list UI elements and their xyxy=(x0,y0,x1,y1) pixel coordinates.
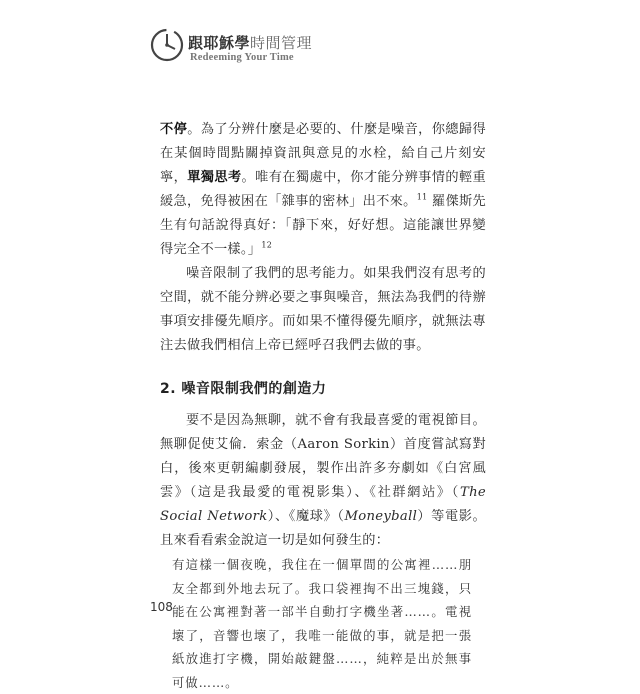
page-number: 108 xyxy=(150,600,173,614)
paragraph-1-text-a: 。為了分辨什麼是必要的、什麼是噪音，你總歸得在某個時間點關掉資訊與意見的水栓，給自己片刻安寧， xyxy=(160,122,486,185)
paragraph-3-text-b: ）、《魔球》（ xyxy=(267,509,345,524)
footnote-ref-12[interactable]: 12 xyxy=(261,240,273,250)
paragraph-2: 噪音限制了我們的思考能力。如果我們沒有思考的空間，就不能分辨必要之事與噪音，無法為我們的待辦事項安排優先順序。而如果不懂得優先順序，就無法專注去做我們相信上帝已經呼召我們去做的事。 xyxy=(160,266,486,353)
book-title-bold: 跟耶穌學 xyxy=(188,34,251,52)
paragraph-3-text-a: 要不是因為無聊，就不會有我最喜愛的電視節目。無聊促使艾倫．索金（Aaron Sorkin）首度嘗試寫對白，後來更朝編劇發展，製作出許多夯劇如《白宮風雲》（這是我最愛的電視影集）、《社群網站》（ xyxy=(160,413,486,500)
paragraph-1-text-b: 。唯有在獨處中，你才能分辨事情的輕重緩急，免得被困在「雜事的密林」出不來。 xyxy=(160,170,487,209)
clock-icon xyxy=(150,28,184,62)
paragraph-1-lead: 不停 xyxy=(160,122,188,137)
paragraph-1 xyxy=(160,118,486,262)
block-quote: 有這樣一個夜晚，我住在一個單間的公寓裡……朋友全都到外地去玩了。我口袋裡掏不出三塊錢，只能在公寓裡對著一部半自動打字機坐著……。電視壞了，音響也壞了，我唯一能做的事，就是把一張紙放進打字機，開始敲鍵盤……，純粹是出於無事可做……。 xyxy=(172,557,472,690)
title-moneyball: Moneyball xyxy=(344,509,418,524)
footnote-ref-11[interactable]: 11 xyxy=(416,192,428,202)
paragraph-3-text-c: ）等電影。且來看看索金說這一切是如何發生的： xyxy=(160,509,487,548)
book-title-rest: 時間管理 xyxy=(250,34,313,52)
paragraph-3 xyxy=(160,409,486,553)
title-social-network: The Social Network xyxy=(160,485,486,524)
paragraph-1-text-c: 羅傑斯先生有句話說得真好：「靜下來，好好想。這能讓世界變得完全不一樣。」 xyxy=(160,194,486,257)
page-body xyxy=(160,118,486,694)
section-heading: 2. 噪音限制我們的創造力 xyxy=(160,381,327,397)
paragraph-1-emphasis: 單獨思考 xyxy=(187,170,242,185)
book-subtitle: Redeeming Your Time xyxy=(190,52,294,63)
book-title xyxy=(188,32,312,53)
